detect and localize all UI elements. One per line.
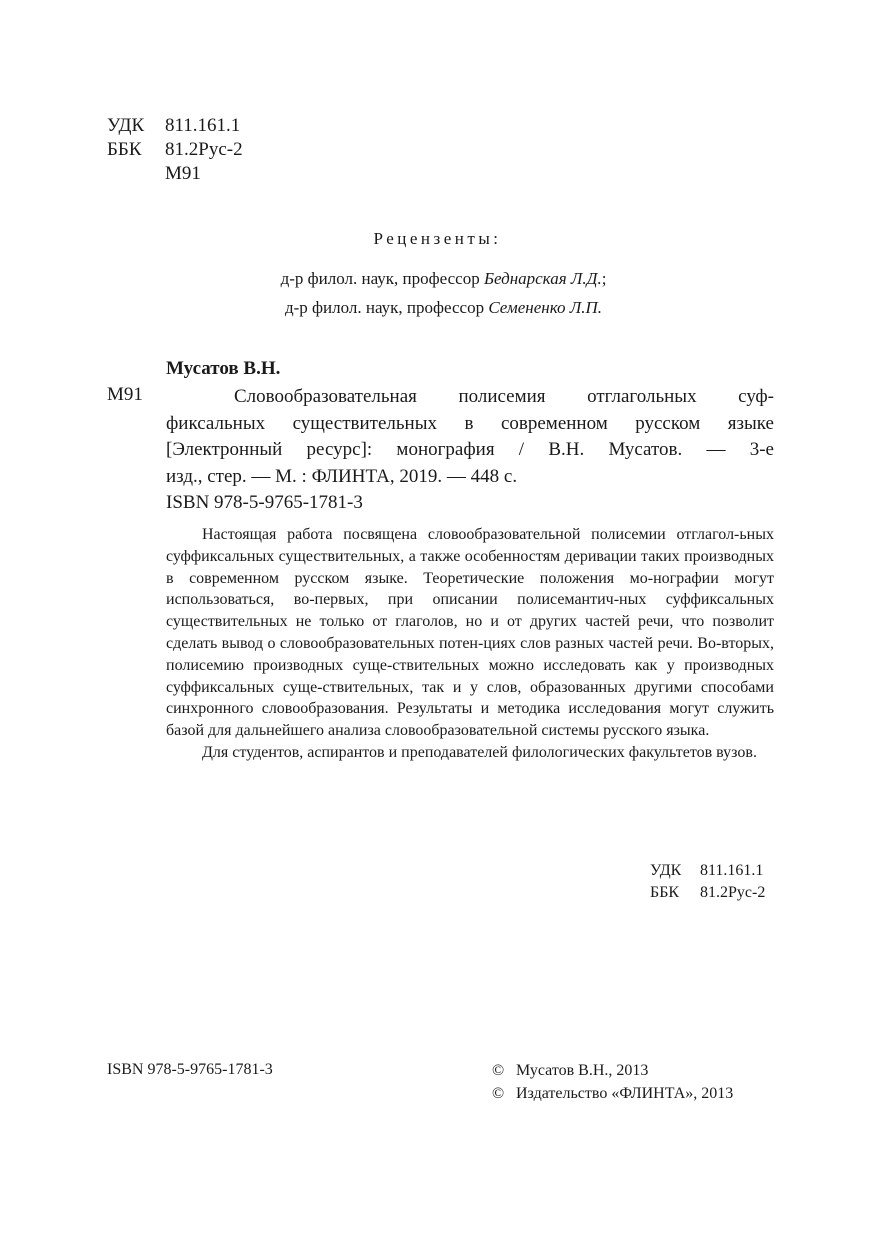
udk-label-bottom: УДК xyxy=(650,862,682,879)
reviewer-1-name: Беднарская Л.Д. xyxy=(483,269,602,288)
bbk-value-bottom: 81.2Рус-2 xyxy=(700,884,766,901)
bbk-row-bottom xyxy=(650,882,765,904)
bibliographic-description xyxy=(166,384,774,517)
index-mark: М91 xyxy=(107,384,143,405)
reviewers-section xyxy=(0,229,875,322)
author-heading: Мусатов В.Н. xyxy=(166,358,281,379)
copyright-icon: © xyxy=(492,1085,505,1102)
udk-value: 811.161.1 xyxy=(165,115,241,136)
reviewers-title: Рецензенты: xyxy=(373,229,502,248)
abstract-paragraph-2: Для студентов, аспирантов и преподавателей филологических факультетов вузов. xyxy=(202,743,757,761)
reviewer-2 xyxy=(12,293,875,322)
reviewer-1-degree: д-р филол. наук, профессор xyxy=(280,269,484,288)
author-mark-row xyxy=(107,162,243,186)
bbk-value: 81.2Рус-2 xyxy=(165,139,243,160)
copyright-author xyxy=(492,1059,733,1082)
bib-line-1: Словообразовательная полисемия отглагольных суф- xyxy=(234,386,774,407)
udk-value-bottom: 811.161.1 xyxy=(700,862,764,879)
bib-line-4: изд., стер. — М. : ФЛИНТА, 2019. — 448 с. xyxy=(166,465,518,487)
udk-row-bottom xyxy=(650,860,765,882)
udk-row xyxy=(107,114,243,138)
classification-codes-top xyxy=(107,114,243,186)
copyright-block xyxy=(492,1059,733,1105)
bbk-row xyxy=(107,138,243,162)
copyright-icon: © xyxy=(492,1062,505,1079)
author-mark-label xyxy=(107,162,165,186)
bbk-label: ББК xyxy=(107,139,142,160)
copyright-author-text: Мусатов В.Н., 2013 xyxy=(516,1062,649,1079)
author-mark-value: М91 xyxy=(165,163,201,184)
reviewer-1-suffix: ; xyxy=(601,269,607,288)
bbk-label-bottom: ББК xyxy=(650,884,680,901)
copyright-publisher xyxy=(492,1082,733,1105)
abstract xyxy=(166,524,774,764)
reviewer-2-name: Семененко Л.П. xyxy=(488,298,603,317)
bib-line-3: [Электронный ресурс]: монография / В.Н. Мусатов. — 3-е xyxy=(166,439,774,460)
abstract-paragraph-1: Настоящая работа посвящена словообразовательной полисемии отглагол-ьных суффиксальных существительных, а также особенностям деривации таких производных в современном русском языке. Теоретические положения мо-нографии могут использоваться, во-первых, при описании полисемантич-ных суффиксальных существительных не только от глаголов, но и от других частей речи, что позволит сделать вывод о словообразовательных потен-циях слов разных частей речи. Во-вторых, полисемию производных суще-ствительных можно исследовать как у производных суффиксальных суще-ствительных, так и у слов, образованных другими способами синхронного словообразования. Результаты и методика исследования могут служить базой для дальнейшего анализа словообразовательной системы русского языка. xyxy=(166,526,774,740)
classification-codes-bottom xyxy=(650,860,765,904)
bib-line-2: фиксальных существительных в современном русском языке xyxy=(166,412,774,434)
footer-isbn: ISBN 978-5-9765-1781-3 xyxy=(107,1061,273,1078)
copyright-publisher-text: Издательство «ФЛИНТА», 2013 xyxy=(516,1085,734,1102)
reviewer-2-degree: д-р филол. наук, профессор xyxy=(284,298,489,317)
bib-isbn: ISBN 978-5-9765-1781-3 xyxy=(166,492,363,513)
reviewer-1 xyxy=(12,264,875,293)
udk-label: УДК xyxy=(107,115,145,136)
